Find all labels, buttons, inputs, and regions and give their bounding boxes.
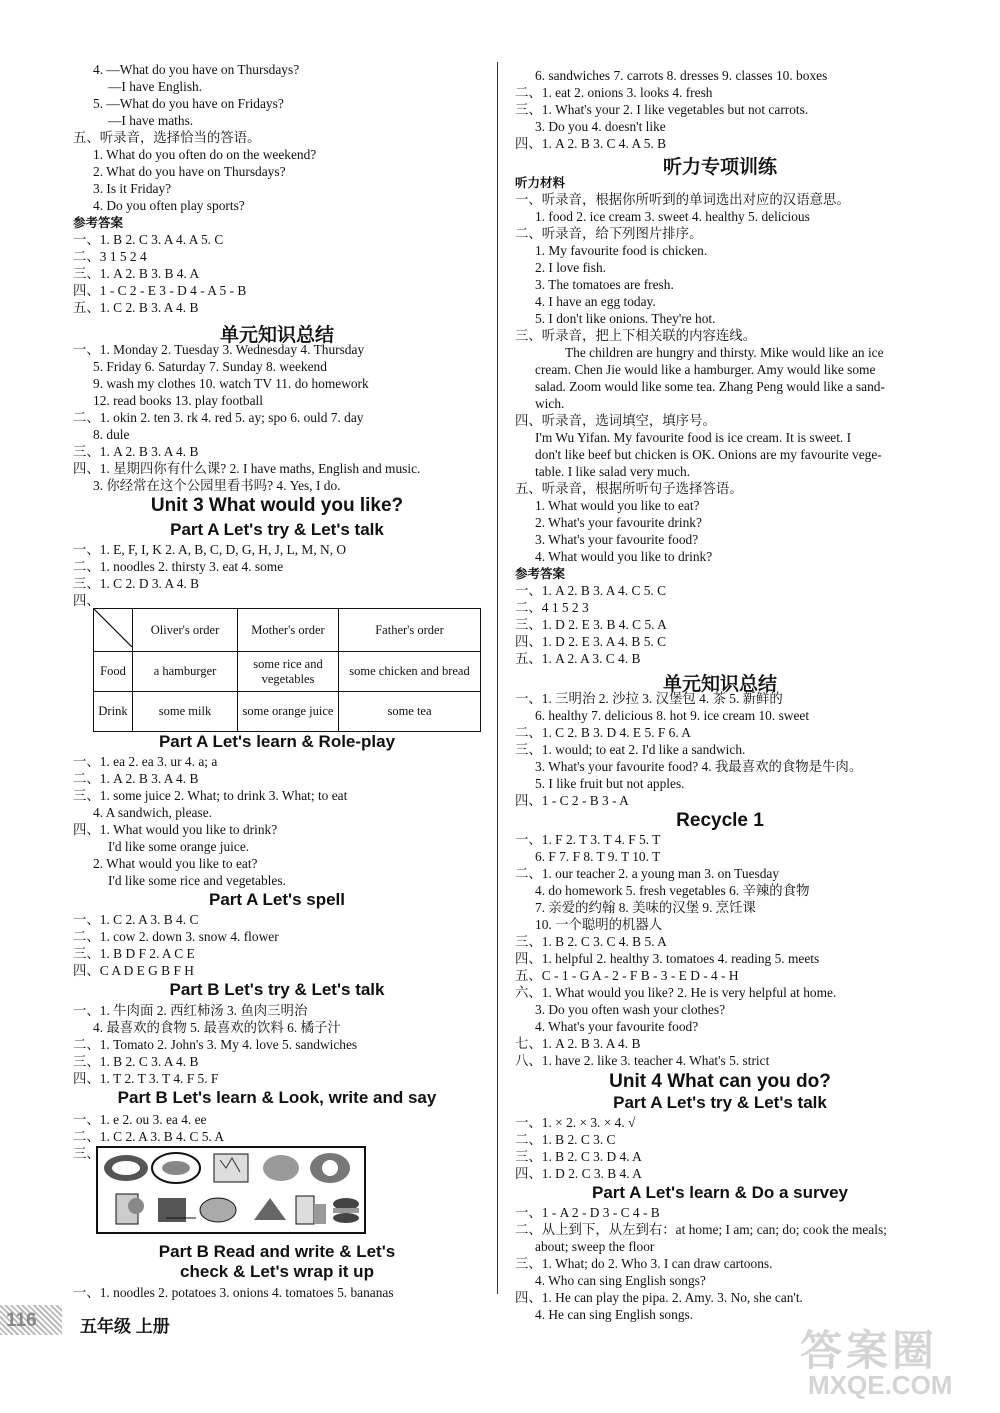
left-line: 二、1. C 2. A 3. B 4. C 5. A xyxy=(73,1129,225,1144)
left-line: 二、3 1 5 2 4 xyxy=(73,249,147,264)
table-corner xyxy=(94,609,133,652)
left-line: —I have English. xyxy=(108,79,203,94)
right-line: 六、1. What would you like? 2. He is very helpful at home. xyxy=(515,985,837,1000)
left-line: 四、1. What would you like to drink? xyxy=(73,822,278,837)
right-line: 6. F 7. F 8. T 9. T 10. T xyxy=(535,849,661,864)
left-section-heading: Unit 3 What would you like? xyxy=(150,495,404,516)
left-line: 一、1. Monday 2. Tuesday 3. Wednesday 4. Thursday xyxy=(73,342,365,357)
left-line: 三、 xyxy=(73,1146,100,1161)
food-oliver: a hamburger xyxy=(133,652,238,692)
right-line: cream. Chen Jie would like a hamburger. Amy would like some xyxy=(535,362,876,377)
cake-icon xyxy=(158,1198,196,1222)
left-line: 参考答案 xyxy=(73,216,124,230)
drink-mother: some orange juice xyxy=(238,692,339,732)
left-section-heading: Part B Read and write & Let's xyxy=(158,1242,396,1261)
right-line: 八、1. have 2. like 3. teacher 4. What's 5. strict xyxy=(515,1053,770,1068)
right-line: 5. I like fruit but not apples. xyxy=(535,776,685,791)
left-line: 3. 你经常在这个公园里看书吗? 4. Yes, I do. xyxy=(93,478,341,493)
right-section-heading: 听力专项训练 xyxy=(662,157,777,178)
left-line: 一、1. e 2. ou 3. ea 4. ee xyxy=(73,1112,207,1127)
left-section-heading: check & Let's wrap it up xyxy=(180,1262,374,1281)
right-line: 3. What's your favourite food? 4. 我最喜欢的食物是牛肉。 xyxy=(535,759,863,774)
right-line: 五、听录音，根据所听句子选择答语。 xyxy=(515,481,743,496)
left-line: 三、1. A 2. B 3. B 4. A xyxy=(73,266,200,281)
right-line: 二、1. our teacher 2. a young man 3. on Tuesday xyxy=(515,866,780,881)
column-divider xyxy=(497,62,498,1294)
right-line: don't like beef but chicken is OK. Onions are my favourite vege- xyxy=(535,447,882,462)
fish-plate-icon xyxy=(104,1155,148,1181)
right-line: 4. What's your favourite food? xyxy=(535,1019,699,1034)
steak-icon xyxy=(152,1153,200,1183)
grade-label: 五年级 上册 xyxy=(80,1317,170,1336)
right-line: 一、1. × 2. × 3. × 4. √ xyxy=(515,1115,636,1130)
left-line: 四、C A D E G B F H xyxy=(73,963,194,978)
left-line: I'd like some orange juice. xyxy=(108,839,250,854)
juice-icon xyxy=(310,1153,350,1183)
left-line: 三、1. B 2. C 3. A 4. B xyxy=(73,1054,199,1069)
left-section-heading: Part B Let's try & Let's talk xyxy=(169,980,385,999)
right-line: 二、1. C 2. B 3. D 4. E 5. F 6. A xyxy=(515,725,691,740)
left-line: 四、1 - C 2 - E 3 - D 4 - A 5 - B xyxy=(73,283,247,298)
header-father: Father's order xyxy=(339,609,481,652)
right-line: salad. Zoom would like some tea. Zhang Peng would like a sand- xyxy=(535,379,885,394)
food-father: some chicken and bread xyxy=(339,652,481,692)
right-line: table. I like salad very much. xyxy=(535,464,691,479)
right-section-heading: Recycle 1 xyxy=(676,810,764,831)
left-line: 9. wash my clothes 10. watch TV 11. do homework xyxy=(93,376,369,391)
right-line: 五、1. A 2. A 3. C 4. B xyxy=(515,651,641,666)
page-number: 116 xyxy=(6,1310,37,1331)
right-line: 2. I love fish. xyxy=(535,260,607,275)
left-line: 一、1. ea 2. ea 3. ur 4. a; a xyxy=(73,754,218,769)
right-section-heading: Part A Let's learn & Do a survey xyxy=(592,1183,848,1202)
right-line: 10. 一个聪明的机器人 xyxy=(535,917,663,932)
right-line: 3. What's your favourite food? xyxy=(535,532,699,547)
noodles-icon xyxy=(116,1194,144,1224)
right-section-heading: 单元知识总结 xyxy=(662,674,777,695)
left-line: 2. What do you have on Thursdays? xyxy=(93,164,286,179)
right-line: 4. I have an egg today. xyxy=(535,294,656,309)
right-line: 二、从上到下，从左到右：at home; I am; can; do; cook the meals; xyxy=(515,1222,887,1237)
left-line: 2. What would you like to eat? xyxy=(93,856,258,871)
hamburger-icon xyxy=(333,1198,359,1223)
right-line: 三、1. B 2. C 3. C 4. B 5. A xyxy=(515,934,667,949)
right-line: 三、听录音，把上下相关联的内容连线。 xyxy=(515,328,757,343)
right-line: 7. 亲爱的约翰 8. 美味的汉堡 9. 烹饪课 xyxy=(535,900,756,915)
right-line: 3. The tomatoes are fresh. xyxy=(535,277,674,292)
right-line: 一、听录音，根据你所听到的单词选出对应的汉语意思。 xyxy=(515,192,850,207)
left-line: —I have maths. xyxy=(108,113,194,128)
right-line: 6. healthy 7. delicious 8. hot 9. ice cream 10. sweet xyxy=(535,708,810,723)
left-line: 8. dule xyxy=(93,427,130,442)
right-line: 3. Do you often wash your clothes? xyxy=(535,1002,726,1017)
left-line: 一、1. 牛肉面 2. 西红柿汤 3. 鱼肉三明治 xyxy=(73,1003,308,1018)
right-line: 四、1 - C 2 - B 3 - A xyxy=(515,793,629,808)
right-section-heading: Part A Let's try & Let's talk xyxy=(613,1093,827,1112)
header-oliver: Oliver's order xyxy=(133,609,238,652)
left-section-heading: Part A Let's try & Let's talk xyxy=(170,520,384,539)
right-line: 6. sandwiches 7. carrots 8. dresses 9. classes 10. boxes xyxy=(535,68,828,83)
food-pictures xyxy=(96,1146,366,1234)
milk-icon xyxy=(200,1198,236,1222)
left-line: 1. What do you often do on the weekend? xyxy=(93,147,317,162)
left-section-heading: Part A Let's learn & Role-play xyxy=(158,732,396,751)
right-line: 二、听录音，给下列图片排序。 xyxy=(515,226,703,241)
left-line: 二、1. okin 2. ten 3. rk 4. red 5. ay; spo 6. ould 7. day xyxy=(73,410,364,425)
left-section-heading: Part A Let's spell xyxy=(209,890,345,909)
left-line: 三、1. A 2. B 3. A 4. B xyxy=(73,444,199,459)
right-line: wich. xyxy=(535,396,565,411)
right-line: 四、1. A 2. B 3. C 4. A 5. B xyxy=(515,136,667,151)
right-line: 一、1 - A 2 - D 3 - C 4 - B xyxy=(515,1205,660,1220)
drink-father: some tea xyxy=(339,692,481,732)
left-line: I'd like some rice and vegetables. xyxy=(108,873,286,888)
right-line: 4. What would you like to drink? xyxy=(535,549,713,564)
tomato-icon xyxy=(254,1198,286,1220)
left-line: 12. read books 13. play football xyxy=(93,393,263,408)
right-line: The children are hungry and thirsty. Mike would like an ice xyxy=(565,345,884,360)
left-line: 3. Is it Friday? xyxy=(93,181,172,196)
right-line: 4. Who can sing English songs? xyxy=(535,1273,706,1288)
watermark-url: MXQE.COM xyxy=(808,1370,953,1400)
left-line: 4. Do you often play sports? xyxy=(93,198,245,213)
right-line: 二、4 1 5 2 3 xyxy=(515,600,589,615)
header-mother: Mother's order xyxy=(238,609,339,652)
left-line: 一、1. noodles 2. potatoes 3. onions 4. tomatoes 5. bananas xyxy=(73,1285,394,1300)
right-line: 三、1. What; do 2. Who 3. I can draw cartoons. xyxy=(515,1256,773,1271)
row-label-food: Food xyxy=(94,652,133,692)
left-line: 四、 xyxy=(73,593,100,608)
left-line: 二、1. noodles 2. thirsty 3. eat 4. some xyxy=(73,559,284,574)
left-line: 二、1. cow 2. down 3. snow 4. flower xyxy=(73,929,279,944)
left-line: 4. —What do you have on Thursdays? xyxy=(93,62,300,77)
left-section-heading: 单元知识总结 xyxy=(219,325,334,346)
right-line: 四、1. helpful 2. healthy 3. tomatoes 4. reading 5. meets xyxy=(515,951,820,966)
right-line: 一、1. F 2. T 3. T 4. F 5. T xyxy=(515,832,661,847)
right-line: 2. What's your favourite drink? xyxy=(535,515,702,530)
right-line: 三、1. What's your 2. I like vegetables but not carrots. xyxy=(515,102,809,117)
left-line: 五、1. C 2. B 3. A 4. B xyxy=(73,300,199,315)
bread-icon xyxy=(214,1154,248,1182)
left-line: 4. A sandwich, please. xyxy=(93,805,213,820)
left-section-heading: Part B Let's learn & Look, write and say xyxy=(117,1088,437,1107)
right-line: about; sweep the floor xyxy=(535,1239,655,1254)
diagonal-line xyxy=(94,609,132,647)
left-line: 二、1. Tomato 2. John's 3. My 4. love 5. sandwiches xyxy=(73,1037,358,1052)
right-line: 四、1. D 2. E 3. A 4. B 5. C xyxy=(515,634,667,649)
bottle-icon xyxy=(296,1196,326,1224)
right-line: 三、1. D 2. E 3. B 4. C 5. A xyxy=(515,617,667,632)
right-line: 1. My favourite food is chicken. xyxy=(535,243,708,258)
salad-icon xyxy=(263,1155,299,1181)
food-mother: some rice and vegetables xyxy=(238,652,339,692)
drink-oliver: some milk xyxy=(133,692,238,732)
left-line: 一、1. B 2. C 3. A 4. A 5. C xyxy=(73,232,224,247)
right-line: 3. Do you 4. doesn't like xyxy=(535,119,666,134)
right-line: 一、1. A 2. B 3. A 4. C 5. C xyxy=(515,583,667,598)
right-line: 1. What would you like to eat? xyxy=(535,498,700,513)
left-line: 5. —What do you have on Fridays? xyxy=(93,96,284,111)
left-line: 一、1. E, F, I, K 2. A, B, C, D, G, H, J, L, M, N, O xyxy=(73,542,347,557)
right-line: 二、1. eat 2. onions 3. looks 4. fresh xyxy=(515,85,713,100)
right-line: 七、1. A 2. B 3. A 4. B xyxy=(515,1036,641,1051)
left-line: 4. 最喜欢的食物 5. 最喜欢的饮料 6. 橘子汁 xyxy=(93,1020,341,1035)
right-line: 二、1. B 2. C 3. C xyxy=(515,1132,616,1147)
right-line: 四、1. D 2. C 3. B 4. A xyxy=(515,1166,642,1181)
right-line: 一、1. 三明治 2. 沙拉 3. 汉堡包 4. 茶 5. 新鲜的 xyxy=(515,691,783,706)
right-line: 参考答案 xyxy=(515,567,566,581)
right-line: 听力材料 xyxy=(515,176,566,190)
row-label-drink: Drink xyxy=(94,692,133,732)
right-section-heading: Unit 4 What can you do? xyxy=(609,1071,831,1092)
right-line: 三、1. would; to eat 2. I'd like a sandwich. xyxy=(515,742,746,757)
left-line: 5. Friday 6. Saturday 7. Sunday 8. weekend xyxy=(93,359,327,374)
right-line: I'm Wu Yifan. My favourite food is ice cream. It is sweet. I xyxy=(535,430,852,445)
watermark-logo: 答案圈 xyxy=(800,1327,939,1374)
right-line: 4. do homework 5. fresh vegetables 6. 辛辣的食物 xyxy=(535,883,810,898)
right-line: 四、1. He can play the pipa. 2. Amy. 3. No, she can't. xyxy=(515,1290,803,1305)
left-line: 二、1. A 2. B 3. A 4. B xyxy=(73,771,199,786)
right-line: 四、听录音，选词填空，填序号。 xyxy=(515,413,716,428)
left-line: 一、1. C 2. A 3. B 4. C xyxy=(73,912,199,927)
left-line: 三、1. some juice 2. What; to drink 3. What; to eat xyxy=(73,788,348,803)
order-table xyxy=(93,608,481,732)
left-line: 四、1. 星期四你有什么课? 2. I have maths, English and music. xyxy=(73,461,421,476)
left-line: 三、1. B D F 2. A C E xyxy=(73,946,195,961)
left-line: 五、听录音，选择恰当的答语。 xyxy=(73,130,261,145)
right-line: 三、1. B 2. C 3. D 4. A xyxy=(515,1149,642,1164)
left-line: 四、1. T 2. T 3. T 4. F 5. F xyxy=(73,1071,219,1086)
right-line: 4. He can sing English songs. xyxy=(535,1307,694,1322)
right-line: 1. food 2. ice cream 3. sweet 4. healthy 5. delicious xyxy=(535,209,810,224)
right-line: 5. I don't like onions. They're hot. xyxy=(535,311,716,326)
right-line: 五、C - 1 - G A - 2 - F B - 3 - E D - 4 - H xyxy=(515,968,739,983)
left-line: 三、1. C 2. D 3. A 4. B xyxy=(73,576,200,591)
